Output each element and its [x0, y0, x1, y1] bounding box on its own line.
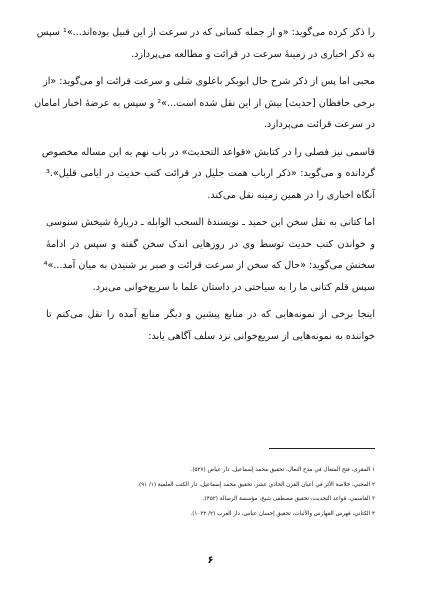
paragraph-line: سپس قلم کتانی ما را به سیاحتی در داستان علما با سریع‌خوانی می‌برد. [92, 281, 375, 293]
paragraph-2 [34, 71, 375, 136]
paragraph-line: سخنش می‌گوید: «حال که سخن از سرعت قرائت و صبر بر شنیدن به میان آمد...»⁴ [43, 260, 375, 271]
paragraph-line: خواننده به نمونه‌هایی از سریع‌خوانی نزد سلف آگاهی یابد: [148, 330, 375, 342]
paragraph-5 [46, 304, 375, 347]
page-number: ۶ [207, 555, 214, 566]
body-text [34, 22, 375, 353]
footnote-1: ۱ المقری، فتح المتعال في مدح النعال، تحقیق محمد إسماعیل، دار عیاض (۵۲۷). [190, 467, 375, 473]
paragraph-4 [43, 212, 375, 298]
paragraph-1 [36, 22, 375, 65]
footnote-3: ۳ القاسمي، قواعد التحديث، تحقيق مصطفى شيخ، مؤسسة الرسالة (۴۵۲). [202, 496, 375, 503]
paragraph-line: قاسمی نیز فصلی را در کتابش «قواعد التحدیث» در باب نهم به این مساله مخصوص [41, 146, 375, 158]
footnote-divider [269, 448, 375, 449]
footnotes [46, 463, 375, 521]
paragraph-line: برخی حافظان [حدیث] بیش از این نقل شده است...»² و سپس به عرضهٔ اخبار امامان [34, 97, 375, 109]
paragraph-line: اما کتانی به نقل سخن ابن حمید ـ نویسندهٔ السحب الوابله ـ دربارهٔ شیخش سنوسی [46, 217, 375, 228]
footnote-2: ۲ المحبي، خلاصة الأثر في أعيان القرن الحادي عشر، تحقيق محمد إسماعيل، دار الكتب العلمية (۱/ ۹۱). [137, 481, 375, 488]
paragraph-line: و خواندن کتب حدیث توسط وی در روزهایی اندک سخن گفته و سپس در ادامهٔ [46, 238, 375, 250]
paragraph-line: محبی اما پس از ذکر شرح حال ابوبکر باعلوی شلی و سرعت قرائت او می‌گوید: «از [43, 76, 375, 87]
paragraph-line: را ذکر کرده می‌گوید: «و از جمله کسانی که در سرعت از این قبیل بوده‌اند...»¹ سپس [36, 27, 375, 38]
paragraph-line: آنگاه اخباری را در همین زمینه نقل می‌کند. [207, 189, 375, 201]
paragraph-line: در سرعت قرائت می‌پردازد. [263, 119, 375, 130]
footnote-4: ۴ الكتاني، فهرس الفهارس والأثبات، تحقيق إحسان عباس، دار الغرب (۲/ ۱۰۳۲). [190, 510, 375, 517]
paragraph-line: اینجا برخی از نمونه‌هایی که در منابع پیشین و دیگر منابع آمده را نقل می‌کنم تا [46, 309, 375, 320]
paragraph-line: به ذکر اخباری در زمینهٔ سرعت در قرائت و مطالعه می‌پردازد. [131, 48, 375, 60]
paragraph-3 [41, 142, 375, 207]
paragraph-line: گردانده و می‌گوید: «ذکر ارباب همت جلیل در قرائت کتب حدیث در ایامی قلیل».³ [46, 168, 375, 179]
